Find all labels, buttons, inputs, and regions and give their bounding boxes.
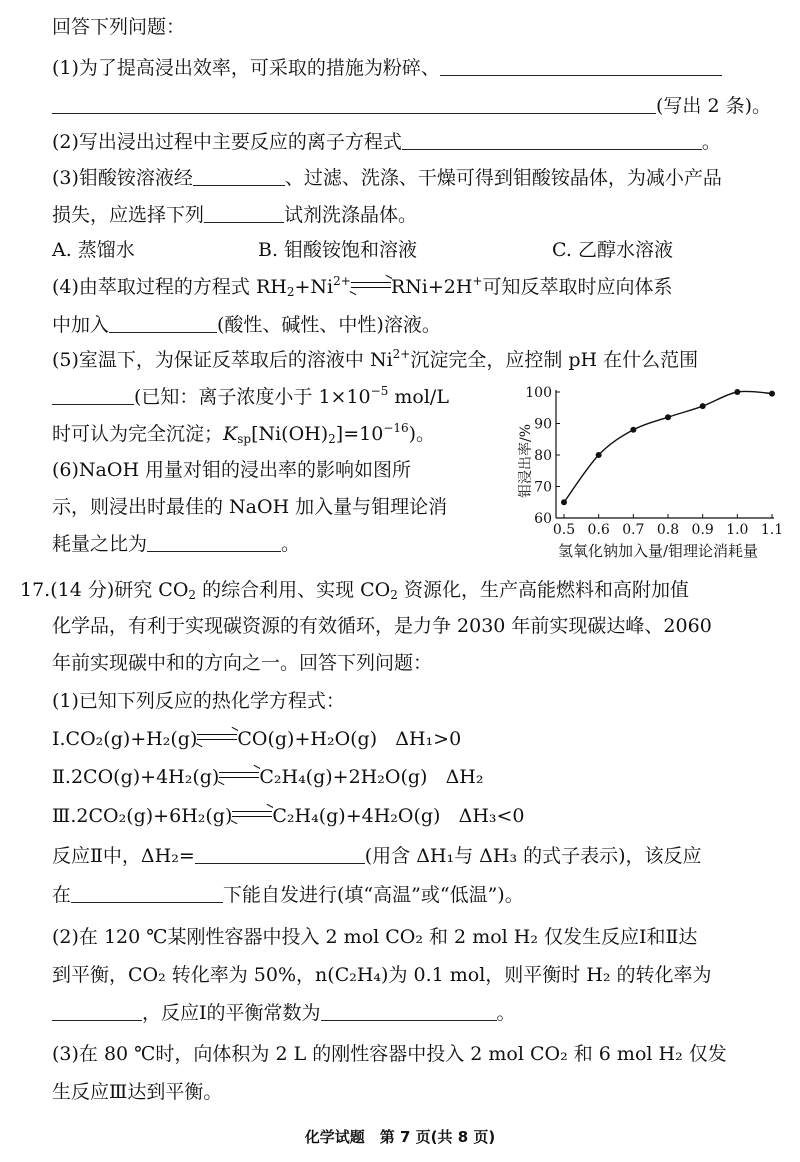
intro-text: 回答下列问题： bbox=[52, 16, 186, 38]
q16-part2: (2)写出浸出过程中主要反应的离子方程式 。 bbox=[52, 131, 721, 153]
series-line bbox=[564, 391, 772, 502]
q17-part2-cont: 到平衡，CO₂ 转化率为 50%，n(C₂H₄)为 0.1 mol，则平衡时 H₂ 的转化率为 bbox=[52, 964, 712, 986]
answer-blank[interactable] bbox=[195, 843, 365, 864]
data-point bbox=[769, 391, 775, 397]
equilibrium-arrow bbox=[232, 808, 272, 820]
data-point bbox=[665, 414, 671, 420]
data-point bbox=[734, 389, 740, 395]
q17-part3: (3)在 80 ℃时，向体积为 2 L 的刚性容器中投入 2 mol CO₂ 和 6 mol H₂ 仅发 bbox=[52, 1043, 727, 1065]
q16-part6: (6)NaOH 用量对钼的浸出率的影响如图所 bbox=[52, 459, 412, 481]
equilibrium-arrow bbox=[197, 731, 237, 743]
answer-blank[interactable] bbox=[321, 1000, 497, 1021]
option-b[interactable]: B. 钼酸铵饱和溶液 bbox=[258, 239, 418, 261]
answer-blank[interactable] bbox=[52, 384, 134, 405]
q16-part5-cont2: 时可认为完全沉淀；$K_{sp}[Ni(OH)_2]=10^{-16}$)。 bbox=[52, 421, 436, 446]
x-tick-label: 1.1 bbox=[760, 522, 784, 538]
q16-part6-cont: 示，则浸出时最佳的 NaOH 加入量与钼理论消 bbox=[52, 496, 448, 518]
q16-part6-cont2: 耗量之比为 。 bbox=[52, 533, 301, 555]
equilibrium-arrow bbox=[219, 769, 259, 781]
answer-blank[interactable] bbox=[440, 55, 722, 76]
x-axis-label: 氢氧化钠加入量/钼理论消耗量 bbox=[558, 542, 759, 560]
q17-question: 反应Ⅱ中，ΔH₂= (用含 ΔH₁与 ΔH₃ 的式子表示)，该反应 bbox=[52, 845, 702, 867]
leaching-rate-chart bbox=[508, 378, 798, 564]
q17-part2: (2)在 120 ℃某刚性容器中投入 2 mol CO₂ 和 2 mol H₂ 仅发生反应Ⅰ和Ⅱ达 bbox=[52, 926, 698, 948]
q17-part3-cont: 生反应Ⅲ达到平衡。 bbox=[52, 1081, 223, 1103]
y-tick-label: 60 bbox=[534, 511, 552, 527]
q17-part2-cont2: ，反应Ⅰ的平衡常数为 。 bbox=[52, 1000, 516, 1026]
q17-line2: 化学品，有利于实现碳资源的有效循环，是力争 2030 年前实现碳达峰、2060 bbox=[52, 615, 712, 637]
x-tick-label: 1.0 bbox=[726, 522, 749, 538]
y-tick-label: 100 bbox=[525, 385, 552, 401]
q16-part1: (1)为了提高浸出效率，可采取的措施为粉碎、 bbox=[52, 55, 722, 81]
q16-part5-cont: (已知：离子浓度小于 $1\times 10^{-5}$ mol/L bbox=[52, 384, 449, 410]
data-point bbox=[630, 427, 636, 433]
page-footer: 化学试题 第 7 页(共 8 页) bbox=[304, 1128, 496, 1146]
x-tick-label: 0.7 bbox=[622, 522, 645, 538]
reaction-3: Ⅲ.2CO₂(g)+6H₂(g) C₂H₄(g)+4H₂O(g) ΔH₃<0 bbox=[52, 805, 525, 827]
answer-blank[interactable] bbox=[52, 1000, 142, 1021]
equilibrium-arrow bbox=[351, 279, 391, 291]
answer-blank[interactable] bbox=[71, 882, 223, 903]
q16-part3-cont: 损失，应选择下列 试剂洗涤晶体。 bbox=[52, 204, 418, 226]
x-tick-label: 0.8 bbox=[656, 522, 680, 538]
data-point bbox=[561, 499, 567, 505]
reaction-2: Ⅱ.2CO(g)+4H₂(g) C₂H₄(g)+2H₂O(g) ΔH₂ bbox=[52, 766, 484, 788]
reaction-1: Ⅰ.CO₂(g)+H₂(g) CO(g)+H₂O(g) ΔH₁>0 bbox=[52, 728, 462, 750]
q16-part4: (4)由萃取过程的方程式 $RH_2+Ni^{2+}$ RNi+2H+可知反萃取时应向体系 bbox=[52, 274, 673, 299]
chart-axes bbox=[556, 390, 774, 518]
option-a[interactable]: A. 蒸馏水 bbox=[52, 239, 135, 261]
q16-part4-cont: 中加入 (酸性、碱性、中性)溶液。 bbox=[52, 314, 441, 336]
q16-part1-cont: (写出 2 条)。 bbox=[52, 93, 771, 119]
y-axis-label: 钼浸出率/% bbox=[518, 423, 534, 498]
answer-blank[interactable] bbox=[402, 129, 702, 150]
q17-heading: 17.(14 分)研究 $CO_2$ 的综合利用、实现 $CO_2$ 资源化，生产高能燃料和高附加值 bbox=[20, 579, 689, 602]
y-tick-label: 70 bbox=[534, 479, 552, 496]
y-tick-label: 90 bbox=[534, 416, 552, 433]
x-tick-label: 0.9 bbox=[691, 522, 714, 538]
q16-part5: (5)室温下，为保证反萃取后的溶液中 $Ni^{2+}$沉淀完全，应控制 pH 在什么范围 bbox=[52, 347, 699, 371]
q17-line3: 年前实现碳中和的方向之一。回答下列问题： bbox=[52, 652, 433, 674]
data-point bbox=[700, 403, 706, 409]
answer-blank[interactable] bbox=[109, 312, 217, 333]
answer-blank[interactable] bbox=[204, 202, 284, 223]
option-c[interactable]: C. 乙醇水溶液 bbox=[552, 239, 673, 261]
y-tick-label: 80 bbox=[534, 448, 552, 464]
x-tick-label: 0.5 bbox=[552, 522, 576, 538]
q16-part3: (3)钼酸铵溶液经 、过滤、洗涤、干燥可得到钼酸铵晶体，为减小产品 bbox=[52, 167, 722, 189]
q17-part1: (1)已知下列反应的热化学方程式： bbox=[52, 690, 345, 712]
answer-blank[interactable] bbox=[147, 531, 281, 552]
q17-question-cont: 在 下能自发进行(填“高温”或“低温”)。 bbox=[52, 884, 524, 906]
answer-blank[interactable] bbox=[52, 93, 656, 114]
x-tick-label: 0.6 bbox=[587, 522, 610, 538]
answer-blank[interactable] bbox=[193, 165, 285, 186]
data-point bbox=[596, 452, 602, 458]
